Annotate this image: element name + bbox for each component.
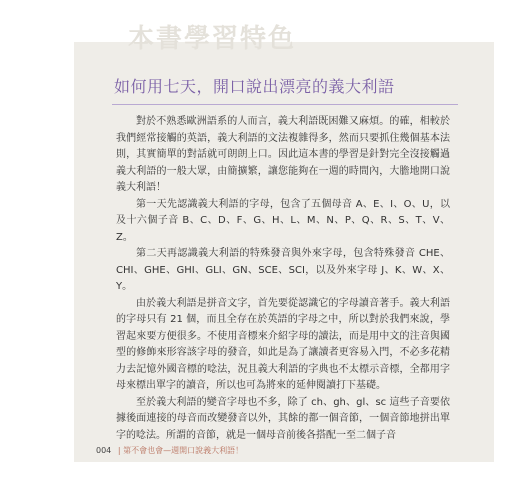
page-title: 如何用七天，開口說出漂亮的義大利語 [114,77,395,96]
paragraph-3: 第二天再認識義大利語的特殊發音與外來字母，包含特殊發音 CHE、CHI、GHE、GHI、GLI、GN、SCE、SCI，以及外來字母 J、K、W、X、Y。 [116,248,450,292]
footer-book-title: | 第不會也會—週開口說義大利語！ [117,446,244,455]
page-footer [96,445,243,456]
paragraph-5: 至於義大利語的變音字母也不多，除了 ch、gh、gl、sc 這些子音要依據後面連接的母音而改變發音以外，其餘的都一個音節，一個音節地拼出單字的唸法。所謂的音節，就是一個母音前後各搭配一至二個子音 [116,396,450,441]
title-divider [112,104,458,105]
paragraph-4: 由於義大利語是拼音文字，首先要從認識它的字母讀音著手。義大利語的字母只有 21 個，而且全存在於英語的字母之中，所以對於我們來說，學習起來要方便很多。不使用音標來介紹字母的讀法，而是用中文的注音與國型的修飾來形容該字母的發音，如此是為了讓讀者更容易入門，不必多花精力去記憶外國音標的唸法，況且義大利語的字典也不太標示音標，全都用字母來標出單字的讀音，所以也可為將來的延伸閱讀打下基礎。 [116,297,450,391]
page-number: 004 [96,446,112,455]
content-panel [74,42,494,462]
paragraph-1: 對於不熟悉歐洲語系的人而言，義大利語既困難又麻煩。的確，相較於我們經常接觸的英語，義大利語的文法複雜得多，然而只要抓住幾個基本法則，其實簡單的對話就可朗朗上口。因此這本書的學習是針對完全沒接觸過義大利語的一般大眾，由簡擴繁，讓您能夠在一週的時間內，大膽地開口說義大利語！ [116,116,450,193]
section-header: 本書學習特色 [128,24,297,54]
body-text [116,114,450,444]
paragraph-2: 第一天先認識義大利語的字母，包含了五個母音 A、E、I、O、U，以及十六個子音 B、C、D、F、G、H、L、M、N、P、Q、R、S、T、V、Z。 [116,198,450,243]
